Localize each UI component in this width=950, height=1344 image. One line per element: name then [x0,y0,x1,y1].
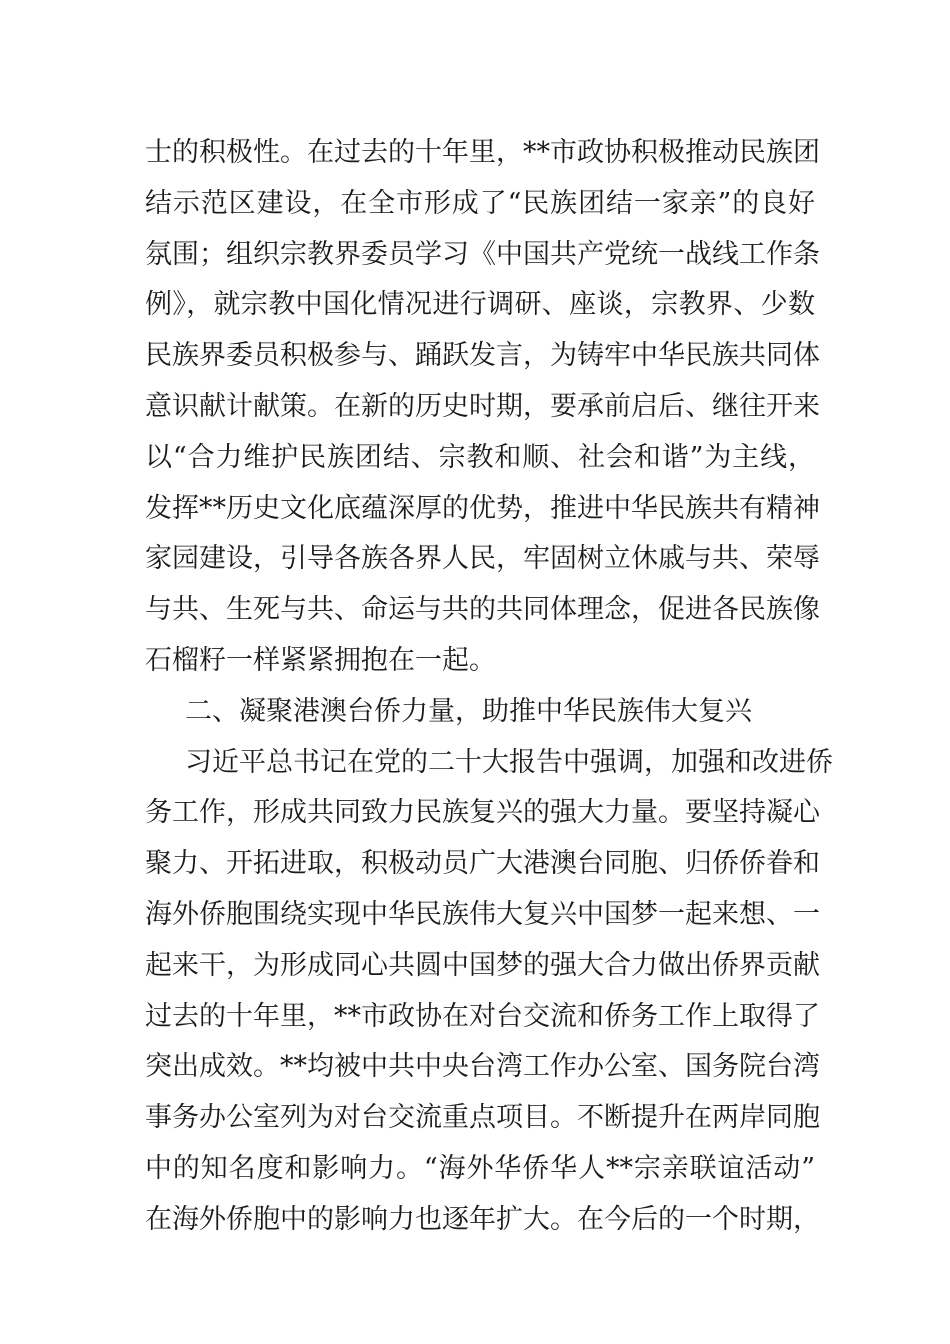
text-line: 习近平总书记在党的二十大报告中强调，加强和改进侨 [185,746,833,778]
text-line: 在海外侨胞中的影响力也逐年扩大。在今后的一个时期， [145,1203,820,1235]
text-line: 民族界委员积极参与、踊跃发言，为铸牢中华民族共同体 [145,340,820,372]
text-line: 意识献计献策。在新的历史时期，要承前启后、继往开来 [145,390,820,422]
body-text [145,128,833,1246]
text-line: 聚力、开拓进取，积极动员广大港澳台同胞、归侨侨眷和 [145,848,820,880]
text-line: 氛围；组织宗教界委员学习《中国共产党统一战线工作条 [145,238,820,270]
text-line: 务工作，形成共同致力民族复兴的强大力量。要坚持凝心 [145,797,820,829]
text-line: 与共、生死与共、命运与共的共同体理念，促进各民族像 [145,594,820,626]
text-line: 家园建设，引导各族各界人民，牢固树立休戚与共、荣辱 [145,543,820,575]
text-line: 事务办公室列为对台交流重点项目。不断提升在两岸同胞 [145,1102,820,1134]
text-line: 发挥**历史文化底蕴深厚的优势，推进中华民族共有精神 [145,492,820,524]
text-line: 海外侨胞围绕实现中华民族伟大复兴中国梦一起来想、一 [145,898,820,930]
text-line: 起来干，为形成同心共圆中国梦的强大合力做出侨界贡献 [145,949,820,981]
text-line: 中的知名度和影响力。“海外华侨华人**宗亲联谊活动” [145,1152,815,1184]
text-line: 石榴籽一样紧紧拥抱在一起。 [145,644,496,676]
text-line: 过去的十年里，**市政协在对台交流和侨务工作上取得了 [145,1000,820,1032]
section-heading: 二、凝聚港澳台侨力量，助推中华民族伟大复兴 [185,695,752,727]
text-line: 以“合力维护民族团结、宗教和顺、社会和谐”为主线， [145,441,815,473]
text-line: 例》，就宗教中国化情况进行调研、座谈，宗教界、少数 [145,289,815,321]
text-line: 结示范区建设，在全市形成了“民族团结一家亲”的良好 [145,187,815,219]
text-line: 突出成效。**均被中共中央台湾工作办公室、国务院台湾 [145,1051,820,1083]
text-line: 士的积极性。在过去的十年里，**市政协积极推动民族团 [145,137,820,168]
